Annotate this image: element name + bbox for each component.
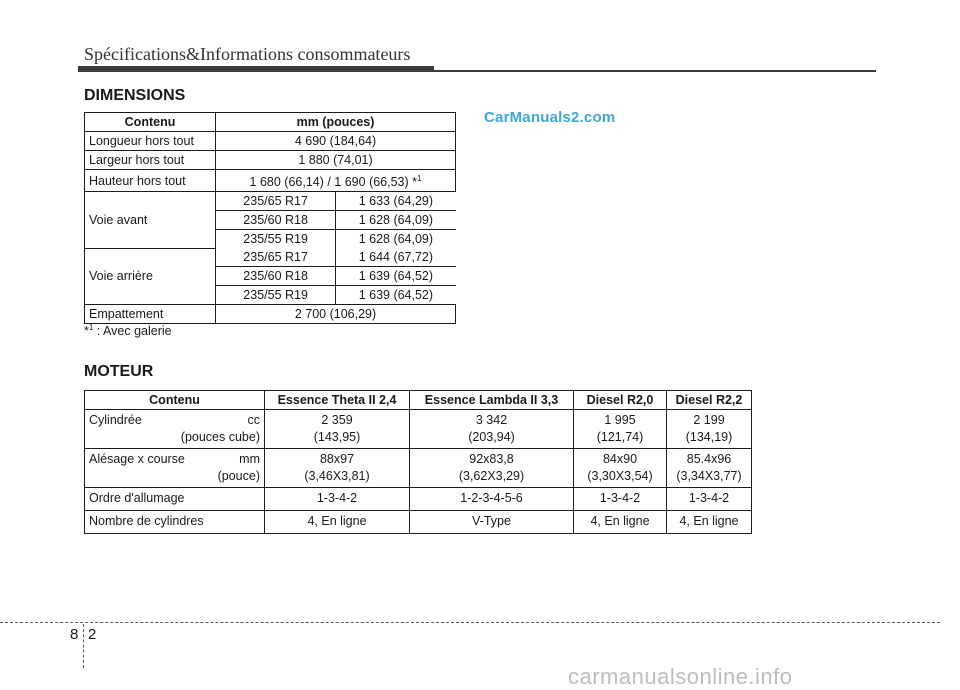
cell-line: (3,62X3,29) (458, 469, 525, 483)
sub-row (216, 230, 456, 249)
voie-avant-subtable (216, 192, 456, 248)
table-row (85, 410, 752, 449)
row-label: Voie arrière (85, 248, 216, 305)
table-row (85, 170, 456, 192)
table-cell (574, 449, 667, 488)
row-label (85, 410, 265, 449)
sub-row (216, 286, 456, 305)
label-text: Cylindrée (89, 413, 142, 427)
dimensions-table (84, 112, 456, 324)
table-cell: 1-3-4-2 (667, 488, 752, 511)
table-cell: 4, En ligne (265, 511, 410, 534)
table-row (85, 248, 456, 305)
unit-text: mm (239, 452, 260, 466)
table-header-row (85, 391, 752, 410)
cell-line: (143,95) (313, 430, 361, 444)
header-rule-thick (78, 66, 434, 72)
cell-line: 92x83,8 (469, 452, 514, 466)
table-header: Contenu (85, 391, 265, 410)
sub-row (216, 267, 456, 286)
nested-cell (216, 192, 456, 249)
table-header-row (85, 113, 456, 132)
table-cell (667, 410, 752, 449)
row-value-text: 1 680 (66,14) / 1 690 (66,53) * (249, 175, 418, 190)
table-row (85, 449, 752, 488)
row-label: Longueur hors tout (85, 132, 216, 151)
footnote (84, 323, 172, 338)
row-label: Largeur hors tout (85, 151, 216, 170)
row-label (85, 449, 265, 488)
table-cell (667, 449, 752, 488)
table-row (85, 305, 456, 324)
track-value: 1 628 (64,09) (336, 211, 456, 230)
row-label: Nombre de cylindres (85, 511, 265, 534)
table-row (85, 132, 456, 151)
tire-size: 235/55 R19 (216, 230, 336, 249)
cell-line: (3,34X3,77) (676, 469, 742, 483)
footnote-sup: 1 (88, 323, 94, 332)
footnote-ref: 1 (417, 174, 422, 183)
table-cell (410, 449, 574, 488)
row-label: Ordre d'allumage (85, 488, 265, 511)
row-label: Voie avant (85, 192, 216, 249)
table-cell: 4, En ligne (667, 511, 752, 534)
voie-arriere-subtable (216, 248, 456, 304)
table-row (85, 511, 752, 534)
watermark-bottom: carmanualsonline.info (568, 664, 793, 689)
unit-text-2: (pouces cube) (180, 430, 260, 444)
table-row (85, 488, 752, 511)
table-row (85, 192, 456, 249)
table-cell (265, 449, 410, 488)
table-header: Contenu (85, 113, 216, 132)
table-row (85, 151, 456, 170)
table-cell: V-Type (410, 511, 574, 534)
table-cell (574, 410, 667, 449)
cell-line: (121,74) (596, 430, 644, 444)
track-value: 1 628 (64,09) (336, 230, 456, 249)
footer-dashed-divider (83, 624, 84, 668)
footnote-text: : Avec galerie (93, 324, 172, 339)
cell-line: 2 199 (693, 413, 725, 427)
row-value (216, 170, 456, 192)
cell-line: 84x90 (602, 452, 638, 466)
moteur-title: MOTEUR (84, 363, 154, 380)
label-text: Alésage x course (89, 452, 185, 466)
sub-row (216, 192, 456, 211)
table-header: Essence Lambda II 3,3 (410, 391, 574, 410)
tire-size: 235/55 R19 (216, 286, 336, 305)
cell-line: (203,94) (468, 430, 515, 444)
table-cell: 1-3-4-2 (265, 488, 410, 511)
moteur-table (84, 390, 752, 534)
table-cell: 1-2-3-4-5-6 (410, 488, 574, 511)
page-header-title: Spécifications&Informations consommateurs (84, 44, 411, 64)
page-number: 2 (88, 626, 97, 643)
header-rule-thin (434, 70, 876, 72)
cell-line: 88x97 (319, 452, 355, 466)
unit-text-2: (pouce) (217, 469, 260, 483)
tire-size: 235/60 R18 (216, 267, 336, 286)
cell-line: 1 995 (604, 413, 636, 427)
row-value: 2 700 (106,29) (216, 305, 456, 324)
row-value: 1 880 (74,01) (216, 151, 456, 170)
table-header: Essence Theta II 2,4 (265, 391, 410, 410)
cell-line: 2 359 (321, 413, 353, 427)
table-cell (265, 410, 410, 449)
track-value: 1 639 (64,52) (336, 267, 456, 286)
watermark-top: CarManuals2.com (484, 109, 616, 126)
track-value: 1 644 (67,72) (336, 248, 456, 267)
nested-cell (216, 248, 456, 305)
table-cell: 4, En ligne (574, 511, 667, 534)
table-header: mm (pouces) (216, 113, 456, 132)
table-header: Diesel R2,0 (574, 391, 667, 410)
cell-line: (3,46X3,81) (304, 469, 370, 483)
tire-size: 235/65 R17 (243, 194, 308, 209)
row-label: Hauteur hors tout (85, 170, 216, 192)
tire-size: 235/60 R18 (216, 211, 336, 230)
cell-line: 85.4x96 (686, 452, 732, 466)
page-chapter: 8 (70, 626, 79, 643)
track-value: 1 633 (64,29) (336, 192, 456, 211)
sub-row (216, 211, 456, 230)
footnote-star: * (84, 324, 89, 339)
sub-row (216, 248, 456, 267)
footer-dashed-rule (0, 622, 940, 623)
table-cell: 1-3-4-2 (574, 488, 667, 511)
cell-line: 3 342 (475, 413, 508, 427)
row-value: 4 690 (184,64) (216, 132, 456, 151)
unit-text: cc (247, 413, 260, 427)
cell-line: (3,30X3,54) (587, 469, 653, 483)
track-value: 1 639 (64,52) (336, 286, 456, 305)
dimensions-title: DIMENSIONS (84, 87, 186, 104)
cell-line: (134,19) (685, 430, 733, 444)
table-cell (410, 410, 574, 449)
tire-size: 235/65 R17 (243, 250, 308, 265)
table-header: Diesel R2,2 (667, 391, 752, 410)
row-label: Empattement (85, 305, 216, 324)
